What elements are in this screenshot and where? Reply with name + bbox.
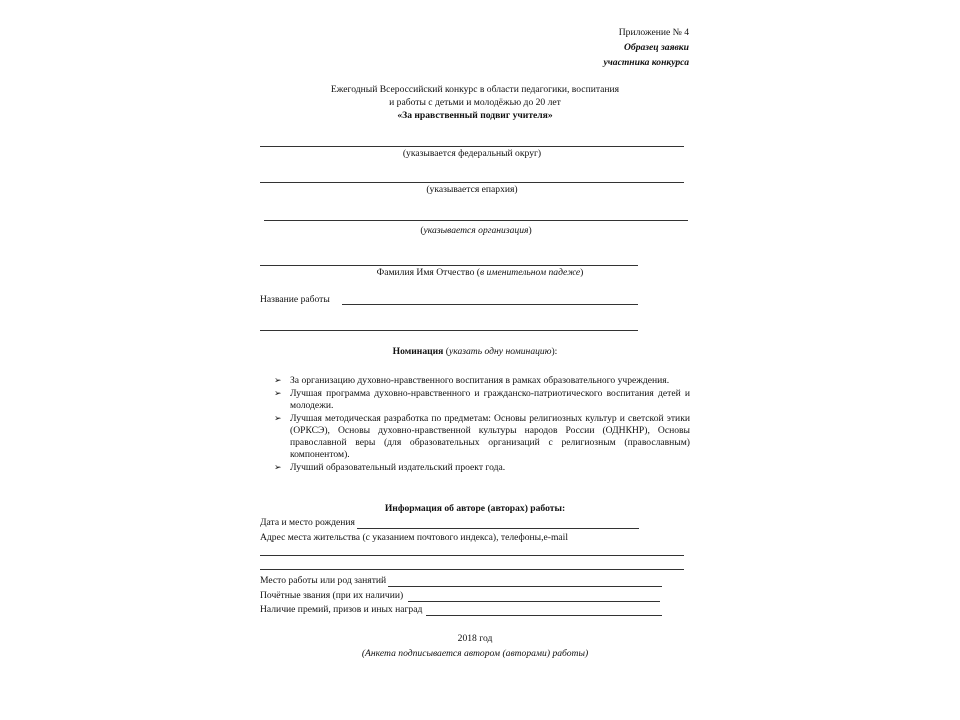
organization-line — [264, 220, 688, 221]
arrow-bullet-icon: ➢ — [274, 387, 282, 398]
address-field-line2[interactable] — [260, 569, 684, 570]
work-title-field[interactable] — [342, 304, 638, 305]
titles-field[interactable] — [408, 593, 660, 602]
nomination-option[interactable] — [274, 462, 690, 474]
nomination-option-text: Лучший образовательный издательский проект года. — [290, 461, 506, 473]
nomination-option-text: Лучшая программа духовно-нравственного и гражданско-патриотического воспитания детей и молодежи. — [290, 387, 690, 411]
contest-title: «За нравственный подвиг учителя» — [397, 110, 553, 121]
nomination-option[interactable] — [274, 375, 690, 387]
appendix-line1: Образец заявки — [623, 42, 689, 53]
form-year: 2018 год — [457, 633, 493, 644]
author-info-heading: Информация об авторе (авторах) работы: — [384, 503, 566, 514]
work-title-label: Название работы — [260, 294, 330, 305]
titles-row — [260, 590, 660, 602]
arrow-bullet-icon: ➢ — [274, 461, 282, 472]
nomination-hint-open: ( — [443, 346, 449, 357]
address-label: Адрес места жительства (с указанием почтового индекса), телефоны,e-mail — [260, 532, 568, 543]
nomination-heading — [260, 346, 690, 358]
awards-label: Наличие премий, призов и иных наград — [260, 604, 423, 615]
awards-field[interactable] — [426, 607, 662, 616]
awards-row — [260, 604, 662, 616]
fio-caption-close: ) — [580, 267, 584, 278]
nomination-hint-close: ): — [551, 346, 558, 357]
appendix-number: Приложение № 4 — [618, 27, 689, 38]
birth-label: Дата и место рождения — [260, 517, 355, 528]
organization-caption-text: указывается организация — [423, 225, 529, 236]
birth-row — [260, 517, 639, 529]
work-title-field-line2[interactable] — [260, 330, 638, 331]
fio-caption — [260, 267, 700, 279]
organization-caption-open: ( — [420, 225, 424, 236]
birth-field[interactable] — [357, 520, 639, 529]
appendix-line2: участника конкурса — [603, 57, 689, 68]
arrow-bullet-icon: ➢ — [274, 412, 282, 423]
fio-caption-italic: в именительном падеже — [479, 267, 581, 278]
nomination-option[interactable] — [274, 388, 690, 412]
signature-note: (Анкета подписывается автором (авторами) работы) — [361, 648, 589, 659]
nomination-option-text: За организацию духовно-нравственного воспитания в рамках образовательного учреждения. — [290, 375, 670, 386]
nomination-option-text: Лучшая методическая разработка по предметам: Основы религиозных культур и светской этики (ОРКСЭ), Основы духовно-нравственной культуры народов России (ОДНКНР), Основы православной веры (для образовательных организаций с религиозным (православным) компонентом). — [290, 412, 690, 460]
organization-caption-close: ) — [528, 225, 532, 236]
header-line2: и работы с детьми и молодёжью до 20 лет — [389, 97, 561, 108]
job-label: Место работы или род занятий — [260, 575, 387, 586]
titles-label: Почётные звания (при их наличии) — [260, 590, 404, 601]
nomination-label: Номинация — [392, 346, 444, 357]
eparchy-line — [260, 182, 684, 183]
eparchy-caption: (указывается епархия) — [426, 184, 518, 195]
district-line — [260, 146, 684, 147]
fio-line — [260, 265, 638, 266]
organization-caption — [264, 225, 688, 237]
arrow-bullet-icon: ➢ — [274, 375, 282, 385]
job-field[interactable] — [388, 578, 662, 587]
header-line1: Ежегодный Всероссийский конкурс в области педагогики, воспитания — [330, 84, 620, 95]
nomination-option[interactable] — [274, 413, 690, 461]
address-field-line1[interactable] — [260, 555, 684, 556]
district-caption: (указывается федеральный округ) — [402, 148, 542, 159]
job-row — [260, 575, 662, 587]
fio-caption-main: Фамилия Имя Отчество ( — [376, 267, 480, 278]
nomination-hint: указать одну номинацию — [448, 346, 552, 357]
nomination-list — [274, 375, 690, 475]
